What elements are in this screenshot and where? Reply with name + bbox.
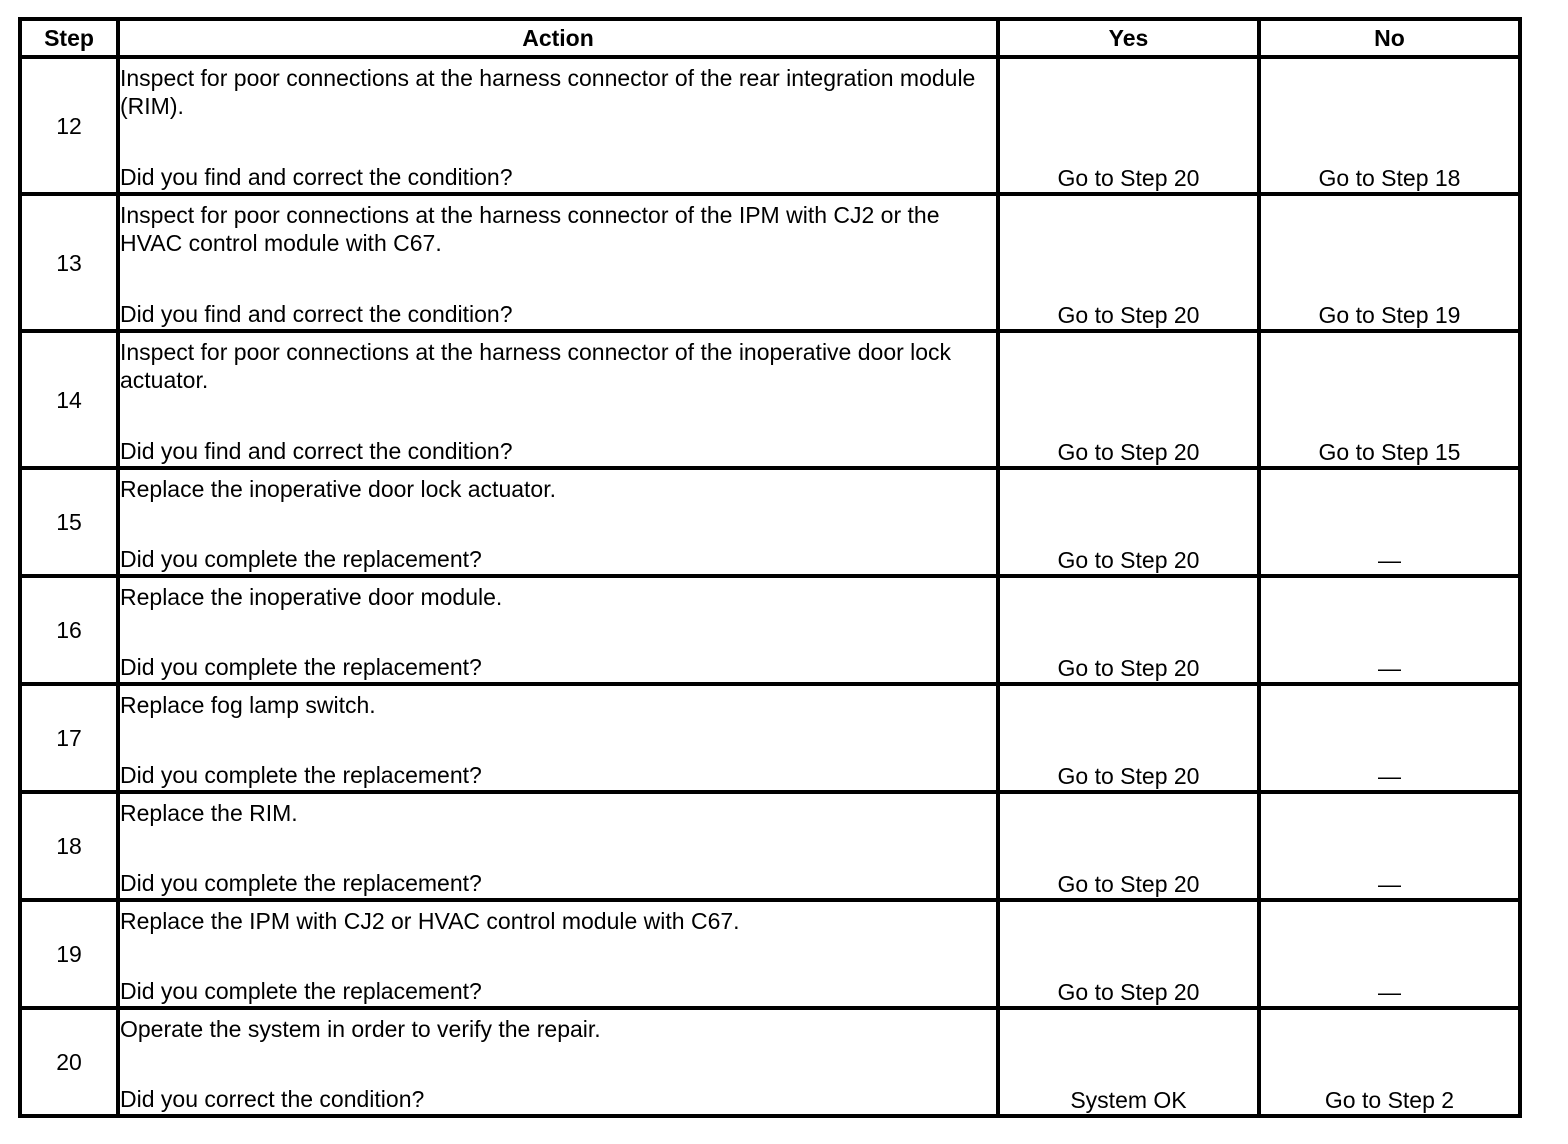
header-row	[20, 19, 1520, 57]
yes-result: Go to Step 20	[998, 468, 1259, 576]
yes-result: Go to Step 20	[998, 57, 1259, 194]
action-cell	[118, 331, 998, 468]
no-result: Go to Step 2	[1259, 1008, 1520, 1116]
action-question: Did you find and correct the condition?	[120, 438, 513, 464]
header-action: Action	[118, 19, 998, 57]
no-result: —	[1259, 684, 1520, 792]
action-cell	[118, 468, 998, 576]
action-cell	[118, 576, 998, 684]
step-number: 14	[20, 331, 118, 468]
action-cell	[118, 57, 998, 194]
action-instruction: Replace the RIM.	[120, 800, 298, 826]
action-instruction: Replace the inoperative door module.	[120, 584, 503, 610]
action-question: Did you complete the replacement?	[120, 546, 482, 572]
action-question: Did you find and correct the condition?	[120, 301, 513, 327]
action-cell	[118, 900, 998, 1008]
no-result: —	[1259, 576, 1520, 684]
table-row	[20, 900, 1520, 1008]
action-question: Did you complete the replacement?	[120, 654, 482, 680]
yes-result: System OK	[998, 1008, 1259, 1116]
no-result: Go to Step 18	[1259, 57, 1520, 194]
step-number: 16	[20, 576, 118, 684]
table-row	[20, 576, 1520, 684]
action-instruction: Inspect for poor connections at the harness connector of the inoperative door lock actuator.	[120, 339, 952, 393]
step-number: 15	[20, 468, 118, 576]
table-row	[20, 1008, 1520, 1116]
action-cell	[118, 194, 998, 331]
action-cell	[118, 1008, 998, 1116]
step-number: 20	[20, 1008, 118, 1116]
yes-result: Go to Step 20	[998, 331, 1259, 468]
step-number: 17	[20, 684, 118, 792]
no-result: —	[1259, 792, 1520, 900]
action-question: Did you complete the replacement?	[120, 870, 482, 896]
action-question: Did you complete the replacement?	[120, 978, 482, 1004]
no-result: Go to Step 15	[1259, 331, 1520, 468]
action-instruction: Replace the inoperative door lock actuator.	[120, 476, 556, 502]
step-number: 12	[20, 57, 118, 194]
yes-result: Go to Step 20	[998, 684, 1259, 792]
action-instruction: Inspect for poor connections at the harness connector of the rear integration module (RIM).	[120, 65, 976, 119]
yes-result: Go to Step 20	[998, 900, 1259, 1008]
yes-result: Go to Step 20	[998, 576, 1259, 684]
action-question: Did you find and correct the condition?	[120, 164, 513, 190]
table-row	[20, 57, 1520, 194]
step-number: 19	[20, 900, 118, 1008]
action-instruction: Replace the IPM with CJ2 or HVAC control module with C67.	[120, 908, 740, 934]
action-instruction: Operate the system in order to verify the repair.	[120, 1016, 601, 1042]
no-result: —	[1259, 468, 1520, 576]
no-result: Go to Step 19	[1259, 194, 1520, 331]
table-row	[20, 684, 1520, 792]
header-step: Step	[20, 19, 118, 57]
yes-result: Go to Step 20	[998, 792, 1259, 900]
action-cell	[118, 792, 998, 900]
step-number: 13	[20, 194, 118, 331]
action-question: Did you correct the condition?	[120, 1086, 425, 1112]
action-instruction: Inspect for poor connections at the harness connector of the IPM with CJ2 or the HVAC control module with C67.	[120, 202, 940, 256]
table-row	[20, 468, 1520, 576]
diagnostic-table	[18, 17, 1522, 1118]
step-number: 18	[20, 792, 118, 900]
table-row	[20, 792, 1520, 900]
yes-result: Go to Step 20	[998, 194, 1259, 331]
header-no: No	[1259, 19, 1520, 57]
table-row	[20, 194, 1520, 331]
table-row	[20, 331, 1520, 468]
action-instruction: Replace fog lamp switch.	[120, 692, 376, 718]
header-yes: Yes	[998, 19, 1259, 57]
action-cell	[118, 684, 998, 792]
action-question: Did you complete the replacement?	[120, 762, 482, 788]
no-result: —	[1259, 900, 1520, 1008]
